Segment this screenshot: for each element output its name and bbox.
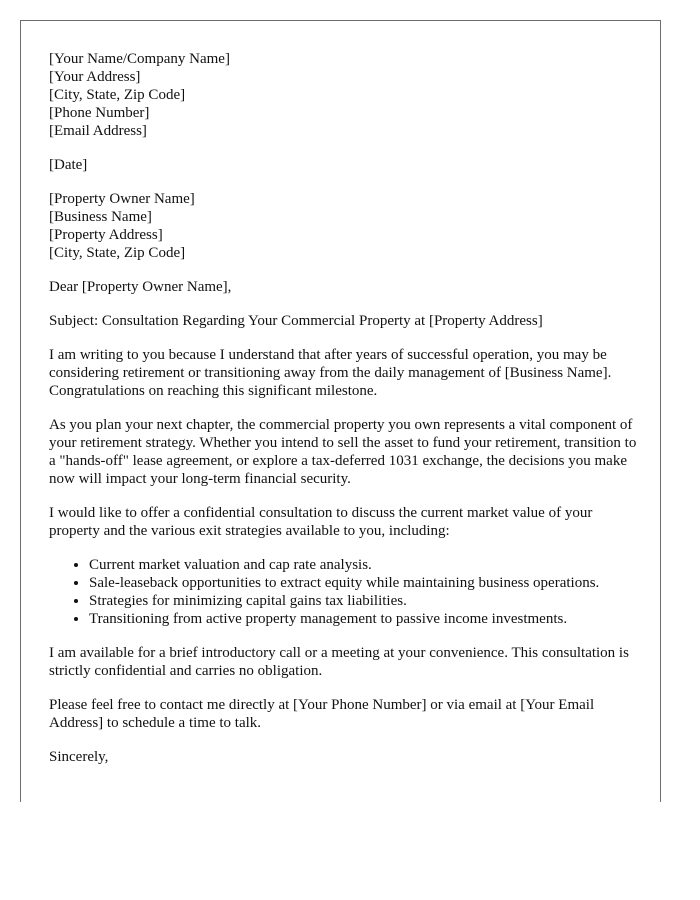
body-paragraph: I am writing to you because I understand that after years of successful operation, you may be considering retirement or transitioning away from the daily management of [Business Name]. Congratulations on reaching this significant milestone. xyxy=(49,347,612,399)
sender-block xyxy=(49,50,639,140)
sender-email: [Email Address] xyxy=(49,123,147,139)
sender-address: [Your Address] xyxy=(49,69,141,85)
recipient-block xyxy=(49,190,639,262)
subject-line: Subject: Consultation Regarding Your Commercial Property at [Property Address] xyxy=(49,313,543,329)
list-item: • Strategies for minimizing capital gains tax liabilities. xyxy=(89,592,639,610)
sender-city-state-zip: [City, State, Zip Code] xyxy=(49,87,186,103)
letter-content xyxy=(49,50,639,766)
strategy-list xyxy=(49,556,639,628)
sender-name: [Your Name/Company Name] xyxy=(49,51,230,67)
recipient-business-name: [Business Name] xyxy=(49,209,152,225)
body-paragraph: As you plan your next chapter, the commercial property you own represents a vital component of your retirement strategy. Whether you intend to sell the asset to fund your retirement, transition to a "hands-off" lease agreement, or explore a tax-deferred 1031 exchange, the decisions you make now will impact your long-term financial security. xyxy=(49,417,637,487)
recipient-owner-name: [Property Owner Name] xyxy=(49,191,195,207)
closing-paragraph: I am available for a brief introductory call or a meeting at your convenience. This consultation is strictly confidential and carries no obligation. xyxy=(49,645,629,679)
signoff: Sincerely, xyxy=(49,749,109,765)
list-item: • Current market valuation and cap rate analysis. xyxy=(89,556,639,574)
list-item: • Transitioning from active property management to passive income investments. xyxy=(89,610,639,628)
closing-paragraph: Please feel free to contact me directly at [Your Phone Number] or via email at [Your Email Address] to schedule a time to talk. xyxy=(49,697,595,731)
salutation: Dear [Property Owner Name], xyxy=(49,279,232,295)
list-item: • Sale-leaseback opportunities to extract equity while maintaining business operations. xyxy=(89,574,639,592)
body-paragraph: I would like to offer a confidential consultation to discuss the current market value of your property and the various exit strategies available to you, including: xyxy=(49,505,593,539)
recipient-property-address: [Property Address] xyxy=(49,227,163,243)
sender-phone: [Phone Number] xyxy=(49,105,150,121)
letter-date: [Date] xyxy=(49,157,88,173)
recipient-city-state-zip: [City, State, Zip Code] xyxy=(49,245,186,261)
letter-page xyxy=(20,20,661,802)
date-block xyxy=(49,156,639,174)
